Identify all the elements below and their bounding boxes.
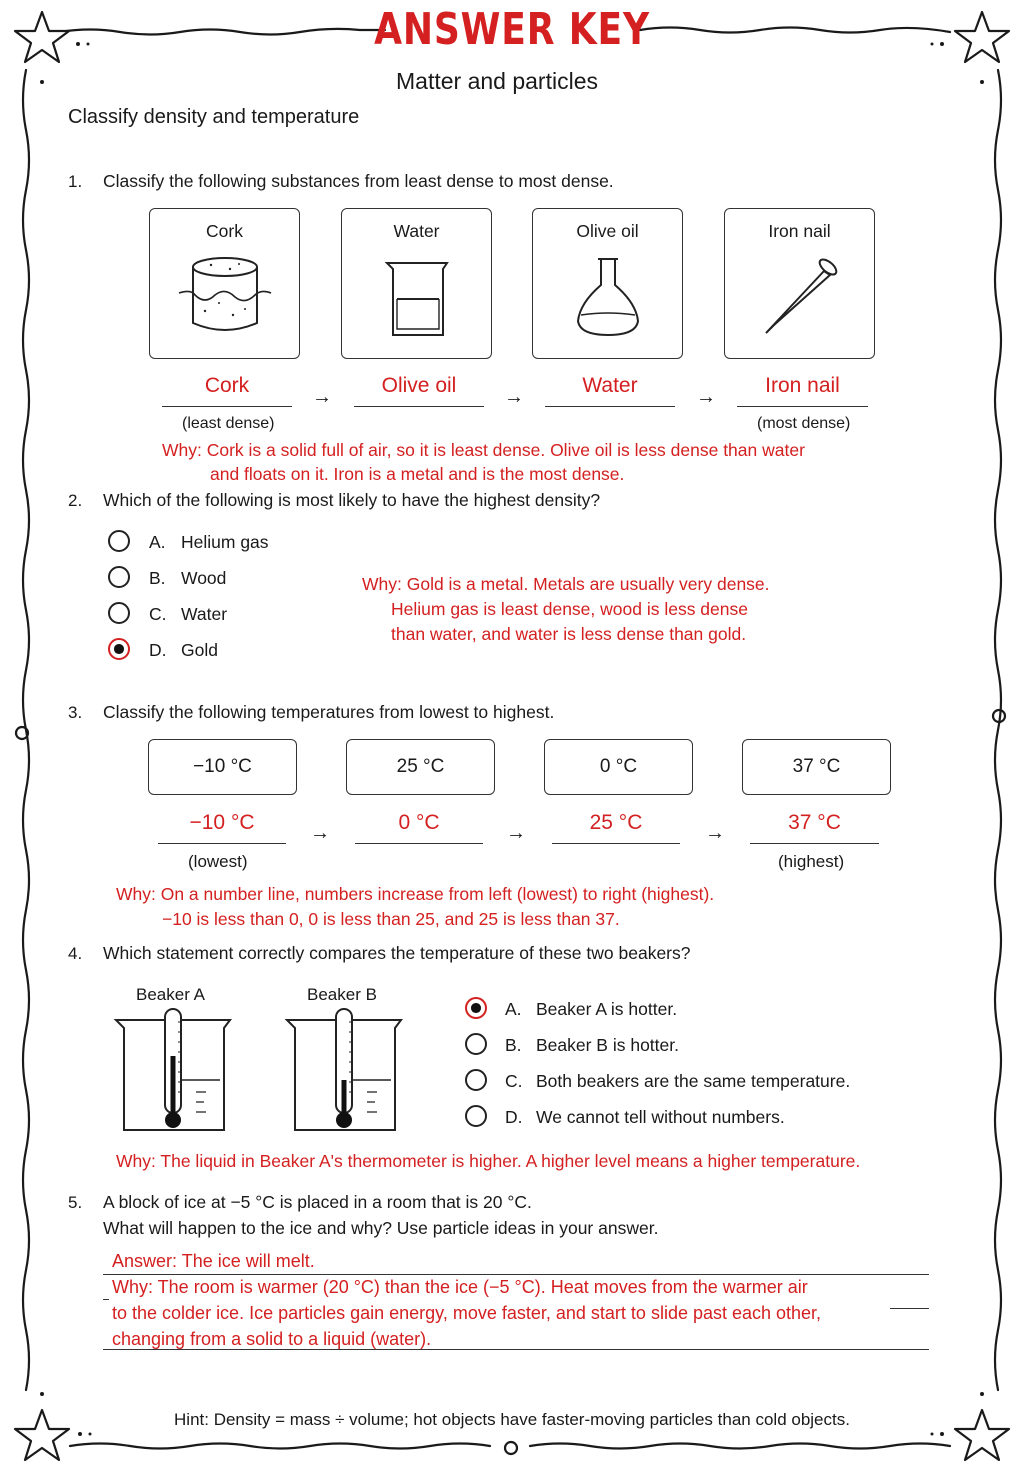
beaker-b-label: Beaker B — [307, 985, 377, 1004]
q4-radio-b[interactable] — [465, 1033, 487, 1055]
q4-radio-c[interactable] — [465, 1069, 487, 1091]
nail-icon — [725, 253, 874, 343]
arrow-icon: → — [506, 822, 526, 844]
beaker-icon — [342, 253, 491, 343]
q2-radio-d-selected[interactable] — [108, 638, 130, 660]
option-letter: B. — [149, 568, 166, 588]
arrow-icon: → — [696, 386, 716, 408]
option-letter: C. — [505, 1071, 523, 1091]
temp-box: −10 °C — [148, 739, 297, 795]
temp-box: 25 °C — [346, 739, 495, 795]
card-iron-nail — [724, 208, 875, 359]
q1-least-label: (least dense) — [182, 415, 275, 432]
border-loop-bottom — [505, 1442, 517, 1454]
q5-answer-line1: Answer: The ice will melt. — [112, 1251, 315, 1271]
q3-answer-2: 0 °C — [355, 811, 483, 844]
q3-text: Classify the following temperatures from lowest to highest. — [103, 702, 555, 722]
card-olive-oil — [532, 208, 683, 359]
option-letter: B. — [505, 1035, 522, 1055]
writing-line — [103, 1274, 929, 1275]
card-label: Olive oil — [576, 221, 639, 241]
q5-answer-line3: to the colder ice. Ice particles gain energy, move faster, and start to slide past each other, — [112, 1303, 822, 1323]
q2-radio-b[interactable] — [108, 566, 130, 588]
q3-answer-4: 37 °C — [750, 811, 879, 844]
writing-line — [103, 1299, 109, 1300]
arrow-icon: → — [504, 386, 524, 408]
q1-answer-4: Iron nail — [737, 374, 868, 407]
q3-highest-label: (highest) — [778, 852, 845, 871]
q5-text-line2: What will happen to the ice and why? Use particle ideas in your answer. — [103, 1218, 659, 1238]
option-text: Gold — [181, 640, 218, 660]
arrow-icon: → — [705, 822, 725, 844]
hint-text: Hint: Density = mass ÷ volume; hot objects have faster-moving particles than cold objects. — [174, 1410, 850, 1429]
border-bottom-wave — [70, 1444, 950, 1449]
beaker-a-icon — [112, 1006, 236, 1136]
option-text: Beaker B is hotter. — [536, 1035, 679, 1055]
option-text: Helium gas — [181, 532, 269, 552]
cork-icon — [150, 253, 299, 343]
q2-radio-c[interactable] — [108, 602, 130, 624]
thermometer-bulb — [165, 1112, 181, 1128]
q5-answer-line4: changing from a solid to a liquid (water). — [112, 1329, 432, 1349]
card-label: Water — [393, 221, 440, 241]
q4-why: Why: The liquid in Beaker A's thermometer is higher. A higher level means a higher temperature. — [116, 1151, 861, 1171]
q2-radio-a[interactable] — [108, 530, 130, 552]
q4-radio-a-selected[interactable] — [465, 997, 487, 1019]
beaker-a-label: Beaker A — [136, 985, 205, 1004]
option-letter: D. — [505, 1107, 523, 1127]
star-icon-top-right — [955, 12, 1009, 62]
arrow-icon: → — [312, 386, 332, 408]
writing-line — [103, 1349, 929, 1350]
card-water — [341, 208, 492, 359]
q2-text: Which of the following is most likely to have the highest density? — [103, 490, 601, 510]
card-label: Iron nail — [768, 221, 831, 241]
thermometer-bulb — [336, 1112, 352, 1128]
option-text: We cannot tell without numbers. — [536, 1107, 785, 1127]
q1-answer-3: Water — [545, 374, 675, 407]
thermometer-level-b — [342, 1080, 347, 1116]
q4-radio-d[interactable] — [465, 1105, 487, 1127]
thermometer-level-a — [171, 1056, 176, 1116]
q2-number: 2. — [68, 491, 83, 510]
option-letter: C. — [149, 604, 167, 624]
page-title: ANSWER KEY — [374, 4, 650, 55]
q2-why-line1: Why: Gold is a metal. Metals are usually very dense. — [362, 574, 770, 594]
q2-why-line2: Helium gas is least dense, wood is less dense — [391, 599, 748, 619]
option-text: Wood — [181, 568, 227, 588]
q5-number: 5. — [68, 1193, 83, 1212]
q5-text-line1: A block of ice at −5 °C is placed in a room that is 20 °C. — [103, 1192, 532, 1212]
q3-answer-3: 25 °C — [552, 811, 680, 844]
option-text: Both beakers are the same temperature. — [536, 1071, 851, 1091]
border-loop-right — [993, 710, 1005, 722]
q1-number: 1. — [68, 172, 83, 191]
option-letter: A. — [149, 532, 166, 552]
card-cork — [149, 208, 300, 359]
q3-why-line1: Why: On a number line, numbers increase from left (lowest) to right (highest). — [116, 884, 715, 904]
q1-text: Classify the following substances from least dense to most dense. — [103, 171, 614, 191]
q5-answer-line2: Why: The room is warmer (20 °C) than the ice (−5 °C). Heat moves from the warmer air — [112, 1277, 808, 1297]
q1-answer-1: Cork — [162, 374, 292, 407]
q1-why-line2: and floats on it. Iron is a metal and is the most dense. — [210, 464, 625, 484]
q3-lowest-label: (lowest) — [188, 852, 248, 871]
star-icon-top-left — [15, 12, 69, 62]
q2-why-line3: than water, and water is less dense than gold. — [391, 624, 747, 644]
border-loop-left — [16, 727, 28, 739]
q3-number: 3. — [68, 703, 83, 722]
option-text: Beaker A is hotter. — [536, 999, 678, 1019]
q4-text: Which statement correctly compares the temperature of these two beakers? — [103, 943, 691, 963]
q4-number: 4. — [68, 944, 83, 963]
border-right-wave — [995, 70, 1001, 1390]
q1-most-label: (most dense) — [757, 415, 851, 432]
q3-why-line2: −10 is less than 0, 0 is less than 25, and 25 is less than 37. — [162, 909, 620, 929]
option-letter: A. — [505, 999, 522, 1019]
q3-answer-1: −10 °C — [158, 811, 286, 844]
writing-line — [890, 1308, 929, 1309]
temp-box: 37 °C — [742, 739, 891, 795]
q1-answer-2: Olive oil — [354, 374, 484, 407]
arrow-icon: → — [310, 822, 330, 844]
border-left-wave — [23, 70, 29, 1390]
section-heading: Classify density and temperature — [68, 106, 360, 128]
option-text: Water — [181, 604, 228, 624]
q1-why-line1: Why: Cork is a solid full of air, so it is least dense. Olive oil is less dense than water — [162, 440, 805, 460]
beaker-b-icon — [283, 1006, 407, 1136]
page-subtitle: Matter and particles — [396, 68, 598, 94]
flask-icon — [533, 253, 682, 343]
temp-box: 0 °C — [544, 739, 693, 795]
card-label: Cork — [206, 221, 243, 241]
option-letter: D. — [149, 640, 167, 660]
